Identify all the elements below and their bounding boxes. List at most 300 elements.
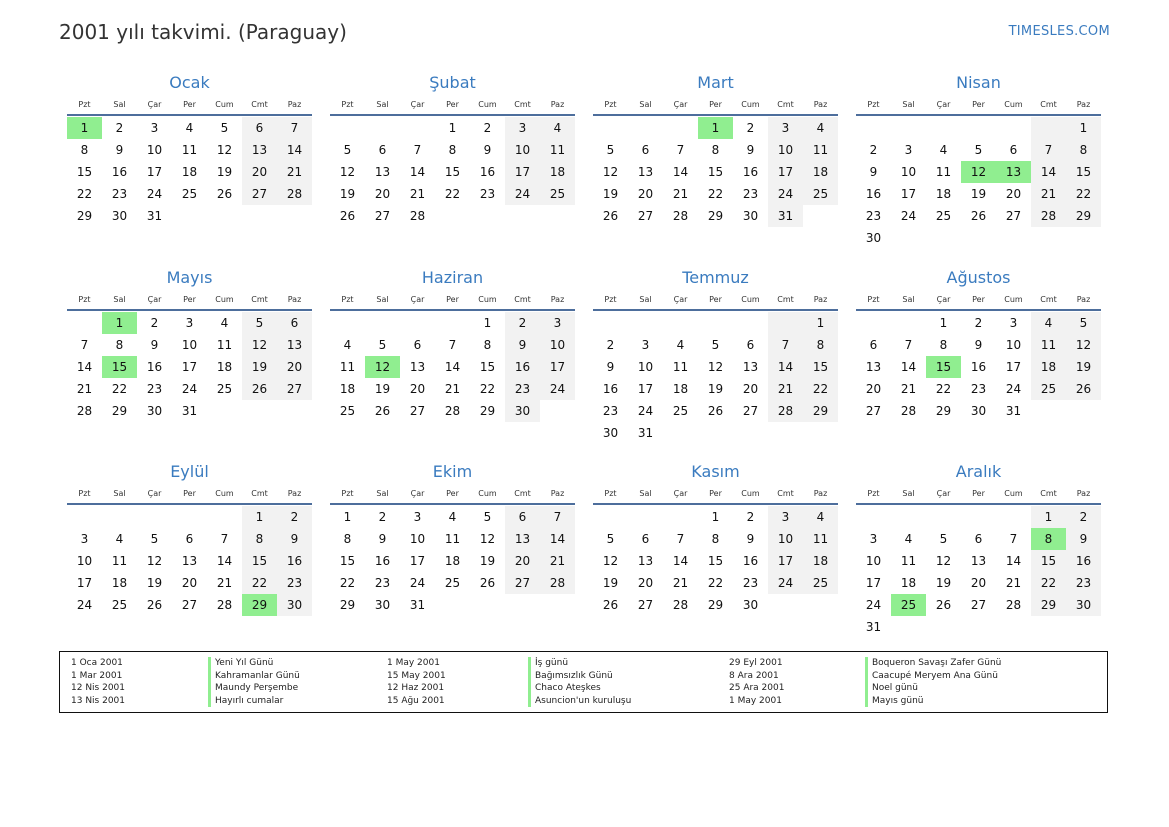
day-cell[interactable]: 21: [672, 576, 689, 590]
day-cell[interactable]: 17: [900, 187, 917, 201]
day-cell[interactable]: 7: [676, 143, 685, 157]
day-cell[interactable]: 30: [602, 426, 619, 440]
day-cell[interactable]: 6: [641, 143, 650, 157]
day-cell[interactable]: 8: [711, 532, 720, 546]
day-cell[interactable]: 6: [413, 338, 422, 352]
day-cell[interactable]: 15: [444, 165, 461, 179]
day-cell[interactable]: 29: [242, 594, 277, 616]
day-cell[interactable]: 22: [707, 576, 724, 590]
day-cell[interactable]: 10: [865, 554, 882, 568]
day-cell[interactable]: 29: [707, 598, 724, 612]
day-cell[interactable]: 13: [865, 360, 882, 374]
day-cell[interactable]: 2: [150, 316, 159, 330]
day-cell[interactable]: 1: [242, 506, 277, 528]
day-cell[interactable]: 29: [803, 400, 838, 422]
day-cell[interactable]: 25: [181, 187, 198, 201]
day-cell[interactable]: 1: [448, 121, 457, 135]
day-cell[interactable]: 30: [865, 231, 882, 245]
day-cell[interactable]: 26: [479, 576, 496, 590]
day-cell[interactable]: 12: [339, 165, 356, 179]
day-cell[interactable]: 2: [277, 506, 312, 528]
day-cell[interactable]: 4: [676, 338, 685, 352]
day-cell[interactable]: 10: [505, 139, 540, 161]
day-cell[interactable]: 24: [540, 378, 575, 400]
day-cell[interactable]: 13: [505, 528, 540, 550]
day-cell[interactable]: 4: [220, 316, 229, 330]
day-cell[interactable]: 26: [970, 209, 987, 223]
day-cell[interactable]: 14: [409, 165, 426, 179]
day-cell[interactable]: 28: [76, 404, 93, 418]
day-cell[interactable]: 24: [768, 572, 803, 594]
day-cell[interactable]: 30: [374, 598, 391, 612]
day-cell[interactable]: 13: [970, 554, 987, 568]
day-cell[interactable]: 7: [1031, 139, 1066, 161]
day-cell[interactable]: 12: [365, 356, 400, 378]
day-cell[interactable]: 27: [277, 378, 312, 400]
day-cell[interactable]: 19: [602, 576, 619, 590]
day-cell[interactable]: 26: [602, 598, 619, 612]
day-cell[interactable]: 15: [76, 165, 93, 179]
day-cell[interactable]: 7: [220, 532, 229, 546]
day-cell[interactable]: 31: [865, 620, 882, 634]
day-cell[interactable]: 22: [479, 382, 496, 396]
day-cell[interactable]: 7: [277, 117, 312, 139]
day-cell[interactable]: 7: [676, 532, 685, 546]
day-cell[interactable]: 29: [707, 209, 724, 223]
day-cell[interactable]: 7: [80, 338, 89, 352]
day-cell[interactable]: 20: [505, 550, 540, 572]
day-cell[interactable]: 16: [111, 165, 128, 179]
day-cell[interactable]: 22: [707, 187, 724, 201]
day-cell[interactable]: 13: [742, 360, 759, 374]
day-cell[interactable]: 22: [242, 572, 277, 594]
day-cell[interactable]: 27: [970, 598, 987, 612]
day-cell[interactable]: 24: [505, 183, 540, 205]
day-cell[interactable]: 17: [505, 161, 540, 183]
day-cell[interactable]: 12: [935, 554, 952, 568]
day-cell[interactable]: 27: [742, 404, 759, 418]
day-cell[interactable]: 11: [444, 532, 461, 546]
day-cell[interactable]: 15: [479, 360, 496, 374]
day-cell[interactable]: 3: [768, 117, 803, 139]
day-cell[interactable]: 24: [146, 187, 163, 201]
day-cell[interactable]: 24: [637, 404, 654, 418]
day-cell[interactable]: 23: [865, 209, 882, 223]
day-cell[interactable]: 22: [76, 187, 93, 201]
day-cell[interactable]: 20: [242, 161, 277, 183]
day-cell[interactable]: 8: [483, 338, 492, 352]
day-cell[interactable]: 13: [242, 139, 277, 161]
day-cell[interactable]: 13: [277, 334, 312, 356]
day-cell[interactable]: 30: [1066, 594, 1101, 616]
day-cell[interactable]: 14: [216, 554, 233, 568]
day-cell[interactable]: 20: [409, 382, 426, 396]
day-cell[interactable]: 5: [343, 143, 352, 157]
day-cell[interactable]: 1: [102, 312, 137, 334]
day-cell[interactable]: 20: [181, 576, 198, 590]
day-cell[interactable]: 22: [803, 378, 838, 400]
day-cell[interactable]: 23: [111, 187, 128, 201]
day-cell[interactable]: 11: [900, 554, 917, 568]
day-cell[interactable]: 1: [67, 117, 102, 139]
day-cell[interactable]: 29: [339, 598, 356, 612]
day-cell[interactable]: 23: [970, 382, 987, 396]
day-cell[interactable]: 13: [409, 360, 426, 374]
day-cell[interactable]: 4: [904, 532, 913, 546]
day-cell[interactable]: 8: [80, 143, 89, 157]
day-cell[interactable]: 27: [865, 404, 882, 418]
day-cell[interactable]: 18: [181, 165, 198, 179]
day-cell[interactable]: 10: [146, 143, 163, 157]
day-cell[interactable]: 2: [483, 121, 492, 135]
day-cell[interactable]: 20: [742, 382, 759, 396]
day-cell[interactable]: 5: [939, 532, 948, 546]
day-cell[interactable]: 11: [672, 360, 689, 374]
day-cell[interactable]: 3: [768, 506, 803, 528]
day-cell[interactable]: 7: [540, 506, 575, 528]
day-cell[interactable]: 28: [444, 404, 461, 418]
day-cell[interactable]: 11: [803, 528, 838, 550]
day-cell[interactable]: 16: [865, 187, 882, 201]
day-cell[interactable]: 8: [1066, 139, 1101, 161]
day-cell[interactable]: 5: [378, 338, 387, 352]
day-cell[interactable]: 3: [540, 312, 575, 334]
day-cell[interactable]: 15: [1066, 161, 1101, 183]
day-cell[interactable]: 29: [111, 404, 128, 418]
day-cell[interactable]: 19: [707, 382, 724, 396]
day-cell[interactable]: 13: [637, 554, 654, 568]
day-cell[interactable]: 30: [146, 404, 163, 418]
day-cell[interactable]: 17: [181, 360, 198, 374]
day-cell[interactable]: 21: [76, 382, 93, 396]
day-cell[interactable]: 2: [606, 338, 615, 352]
day-cell[interactable]: 12: [146, 554, 163, 568]
day-cell[interactable]: 10: [637, 360, 654, 374]
day-cell[interactable]: 20: [637, 576, 654, 590]
day-cell[interactable]: 27: [637, 598, 654, 612]
day-cell[interactable]: 7: [768, 334, 803, 356]
day-cell[interactable]: 15: [242, 550, 277, 572]
day-cell[interactable]: 4: [1031, 312, 1066, 334]
day-cell[interactable]: 16: [1066, 550, 1101, 572]
day-cell[interactable]: 2: [746, 510, 755, 524]
day-cell[interactable]: 26: [146, 598, 163, 612]
day-cell[interactable]: 16: [146, 360, 163, 374]
day-cell[interactable]: 7: [1009, 532, 1018, 546]
day-cell[interactable]: 6: [242, 117, 277, 139]
day-cell[interactable]: 18: [339, 382, 356, 396]
day-cell[interactable]: 25: [339, 404, 356, 418]
day-cell[interactable]: 9: [378, 532, 387, 546]
day-cell[interactable]: 1: [698, 117, 733, 139]
day-cell[interactable]: 8: [242, 528, 277, 550]
day-cell[interactable]: 12: [1066, 334, 1101, 356]
day-cell[interactable]: 20: [1005, 187, 1022, 201]
day-cell[interactable]: 10: [540, 334, 575, 356]
day-cell[interactable]: 13: [374, 165, 391, 179]
day-cell[interactable]: 10: [409, 532, 426, 546]
day-cell[interactable]: 4: [939, 143, 948, 157]
day-cell[interactable]: 9: [115, 143, 124, 157]
day-cell[interactable]: 15: [102, 356, 137, 378]
day-cell[interactable]: 11: [803, 139, 838, 161]
day-cell[interactable]: 16: [742, 165, 759, 179]
day-cell[interactable]: 16: [277, 550, 312, 572]
day-cell[interactable]: 3: [80, 532, 89, 546]
day-cell[interactable]: 2: [115, 121, 124, 135]
day-cell[interactable]: 5: [1066, 312, 1101, 334]
day-cell[interactable]: 31: [768, 205, 803, 227]
day-cell[interactable]: 17: [146, 165, 163, 179]
day-cell[interactable]: 15: [339, 554, 356, 568]
day-cell[interactable]: 17: [76, 576, 93, 590]
day-cell[interactable]: 17: [409, 554, 426, 568]
day-cell[interactable]: 8: [343, 532, 352, 546]
day-cell[interactable]: 30: [111, 209, 128, 223]
day-cell[interactable]: 31: [637, 426, 654, 440]
day-cell[interactable]: 5: [606, 532, 615, 546]
day-cell[interactable]: 19: [216, 165, 233, 179]
day-cell[interactable]: 18: [803, 161, 838, 183]
day-cell[interactable]: 24: [409, 576, 426, 590]
day-cell[interactable]: 2: [974, 316, 983, 330]
day-cell[interactable]: 14: [1005, 554, 1022, 568]
day-cell[interactable]: 24: [1005, 382, 1022, 396]
day-cell[interactable]: 9: [150, 338, 159, 352]
day-cell[interactable]: 17: [768, 161, 803, 183]
day-cell[interactable]: 23: [742, 576, 759, 590]
day-cell[interactable]: 25: [540, 183, 575, 205]
day-cell[interactable]: 3: [869, 532, 878, 546]
day-cell[interactable]: 21: [900, 382, 917, 396]
day-cell[interactable]: 6: [505, 506, 540, 528]
day-cell[interactable]: 15: [707, 165, 724, 179]
day-cell[interactable]: 3: [413, 510, 422, 524]
day-cell[interactable]: 8: [711, 143, 720, 157]
day-cell[interactable]: 22: [111, 382, 128, 396]
day-cell[interactable]: 12: [602, 165, 619, 179]
day-cell[interactable]: 6: [277, 312, 312, 334]
day-cell[interactable]: 12: [479, 532, 496, 546]
day-cell[interactable]: 25: [111, 598, 128, 612]
day-cell[interactable]: 12: [242, 334, 277, 356]
day-cell[interactable]: 30: [742, 598, 759, 612]
day-cell[interactable]: 19: [242, 356, 277, 378]
day-cell[interactable]: 9: [974, 338, 983, 352]
day-cell[interactable]: 8: [448, 143, 457, 157]
day-cell[interactable]: 14: [672, 554, 689, 568]
day-cell[interactable]: 1: [803, 312, 838, 334]
day-cell[interactable]: 2: [746, 121, 755, 135]
day-cell[interactable]: 9: [483, 143, 492, 157]
day-cell[interactable]: 8: [803, 334, 838, 356]
day-cell[interactable]: 26: [707, 404, 724, 418]
day-cell[interactable]: 3: [150, 121, 159, 135]
day-cell[interactable]: 26: [935, 598, 952, 612]
day-cell[interactable]: 3: [1009, 316, 1018, 330]
day-cell[interactable]: 13: [996, 161, 1031, 183]
day-cell[interactable]: 19: [1066, 356, 1101, 378]
day-cell[interactable]: 19: [602, 187, 619, 201]
day-cell[interactable]: 24: [865, 598, 882, 612]
day-cell[interactable]: 5: [150, 532, 159, 546]
day-cell[interactable]: 21: [1031, 183, 1066, 205]
day-cell[interactable]: 14: [1031, 161, 1066, 183]
day-cell[interactable]: 12: [602, 554, 619, 568]
day-cell[interactable]: 22: [1031, 572, 1066, 594]
day-cell[interactable]: 11: [1031, 334, 1066, 356]
day-cell[interactable]: 5: [606, 143, 615, 157]
day-cell[interactable]: 28: [540, 572, 575, 594]
day-cell[interactable]: 18: [900, 576, 917, 590]
day-cell[interactable]: 1: [1066, 117, 1101, 139]
day-cell[interactable]: 6: [869, 338, 878, 352]
day-cell[interactable]: 5: [242, 312, 277, 334]
day-cell[interactable]: 3: [904, 143, 913, 157]
day-cell[interactable]: 19: [146, 576, 163, 590]
day-cell[interactable]: 19: [935, 576, 952, 590]
day-cell[interactable]: 4: [185, 121, 194, 135]
day-cell[interactable]: 21: [768, 378, 803, 400]
day-cell[interactable]: 13: [637, 165, 654, 179]
day-cell[interactable]: 16: [742, 554, 759, 568]
day-cell[interactable]: 16: [505, 356, 540, 378]
day-cell[interactable]: 31: [146, 209, 163, 223]
day-cell[interactable]: 18: [111, 576, 128, 590]
day-cell[interactable]: 24: [900, 209, 917, 223]
brand-link[interactable]: TIMESLES.COM: [1008, 24, 1110, 39]
day-cell[interactable]: 10: [76, 554, 93, 568]
day-cell[interactable]: 31: [1005, 404, 1022, 418]
day-cell[interactable]: 29: [935, 404, 952, 418]
day-cell[interactable]: 2: [378, 510, 387, 524]
day-cell[interactable]: 4: [115, 532, 124, 546]
day-cell[interactable]: 19: [970, 187, 987, 201]
day-cell[interactable]: 7: [413, 143, 422, 157]
day-cell[interactable]: 1: [711, 510, 720, 524]
day-cell[interactable]: 13: [181, 554, 198, 568]
day-cell[interactable]: 1: [343, 510, 352, 524]
day-cell[interactable]: 22: [444, 187, 461, 201]
day-cell[interactable]: 26: [216, 187, 233, 201]
day-cell[interactable]: 9: [505, 334, 540, 356]
day-cell[interactable]: 30: [505, 400, 540, 422]
day-cell[interactable]: 17: [865, 576, 882, 590]
day-cell[interactable]: 26: [1066, 378, 1101, 400]
day-cell[interactable]: 23: [277, 572, 312, 594]
day-cell[interactable]: 21: [409, 187, 426, 201]
day-cell[interactable]: 28: [1031, 205, 1066, 227]
day-cell[interactable]: 6: [1009, 143, 1018, 157]
day-cell[interactable]: 2: [869, 143, 878, 157]
day-cell[interactable]: 2: [1066, 506, 1101, 528]
day-cell[interactable]: 21: [1005, 576, 1022, 590]
day-cell[interactable]: 29: [479, 404, 496, 418]
day-cell[interactable]: 3: [641, 338, 650, 352]
day-cell[interactable]: 6: [641, 532, 650, 546]
day-cell[interactable]: 21: [277, 161, 312, 183]
day-cell[interactable]: 30: [277, 594, 312, 616]
day-cell[interactable]: 25: [803, 183, 838, 205]
day-cell[interactable]: 11: [111, 554, 128, 568]
day-cell[interactable]: 27: [505, 572, 540, 594]
day-cell[interactable]: 12: [961, 161, 996, 183]
day-cell[interactable]: 22: [339, 576, 356, 590]
day-cell[interactable]: 15: [1031, 550, 1066, 572]
day-cell[interactable]: 21: [444, 382, 461, 396]
day-cell[interactable]: 27: [374, 209, 391, 223]
day-cell[interactable]: 30: [970, 404, 987, 418]
day-cell[interactable]: 14: [277, 139, 312, 161]
day-cell[interactable]: 20: [374, 187, 391, 201]
day-cell[interactable]: 7: [904, 338, 913, 352]
day-cell[interactable]: 23: [505, 378, 540, 400]
day-cell[interactable]: 24: [76, 598, 93, 612]
day-cell[interactable]: 18: [444, 554, 461, 568]
day-cell[interactable]: 10: [768, 139, 803, 161]
day-cell[interactable]: 20: [970, 576, 987, 590]
day-cell[interactable]: 5: [974, 143, 983, 157]
day-cell[interactable]: 11: [935, 165, 952, 179]
day-cell[interactable]: 24: [181, 382, 198, 396]
day-cell[interactable]: 31: [181, 404, 198, 418]
day-cell[interactable]: 27: [181, 598, 198, 612]
day-cell[interactable]: 1: [939, 316, 948, 330]
day-cell[interactable]: 5: [220, 121, 229, 135]
day-cell[interactable]: 5: [483, 510, 492, 524]
day-cell[interactable]: 8: [1031, 528, 1066, 550]
day-cell[interactable]: 2: [505, 312, 540, 334]
day-cell[interactable]: 21: [672, 187, 689, 201]
day-cell[interactable]: 23: [479, 187, 496, 201]
day-cell[interactable]: 17: [637, 382, 654, 396]
day-cell[interactable]: 11: [339, 360, 356, 374]
day-cell[interactable]: 9: [277, 528, 312, 550]
day-cell[interactable]: 9: [1066, 528, 1101, 550]
day-cell[interactable]: 27: [1005, 209, 1022, 223]
day-cell[interactable]: 16: [479, 165, 496, 179]
day-cell[interactable]: 1: [1031, 506, 1066, 528]
day-cell[interactable]: 23: [602, 404, 619, 418]
day-cell[interactable]: 14: [540, 528, 575, 550]
day-cell[interactable]: 27: [637, 209, 654, 223]
day-cell[interactable]: 21: [540, 550, 575, 572]
day-cell[interactable]: 17: [1005, 360, 1022, 374]
day-cell[interactable]: 16: [374, 554, 391, 568]
day-cell[interactable]: 18: [935, 187, 952, 201]
day-cell[interactable]: 29: [76, 209, 93, 223]
day-cell[interactable]: 8: [115, 338, 124, 352]
day-cell[interactable]: 28: [672, 598, 689, 612]
day-cell[interactable]: 11: [540, 139, 575, 161]
day-cell[interactable]: 20: [865, 382, 882, 396]
day-cell[interactable]: 25: [1031, 378, 1066, 400]
day-cell[interactable]: 22: [935, 382, 952, 396]
day-cell[interactable]: 18: [672, 382, 689, 396]
day-cell[interactable]: 22: [1066, 183, 1101, 205]
day-cell[interactable]: 14: [768, 356, 803, 378]
day-cell[interactable]: 15: [707, 554, 724, 568]
day-cell[interactable]: 4: [803, 506, 838, 528]
day-cell[interactable]: 5: [711, 338, 720, 352]
day-cell[interactable]: 17: [540, 356, 575, 378]
day-cell[interactable]: 25: [891, 594, 926, 616]
day-cell[interactable]: 23: [1066, 572, 1101, 594]
day-cell[interactable]: 14: [900, 360, 917, 374]
day-cell[interactable]: 11: [216, 338, 233, 352]
day-cell[interactable]: 4: [540, 117, 575, 139]
day-cell[interactable]: 3: [185, 316, 194, 330]
